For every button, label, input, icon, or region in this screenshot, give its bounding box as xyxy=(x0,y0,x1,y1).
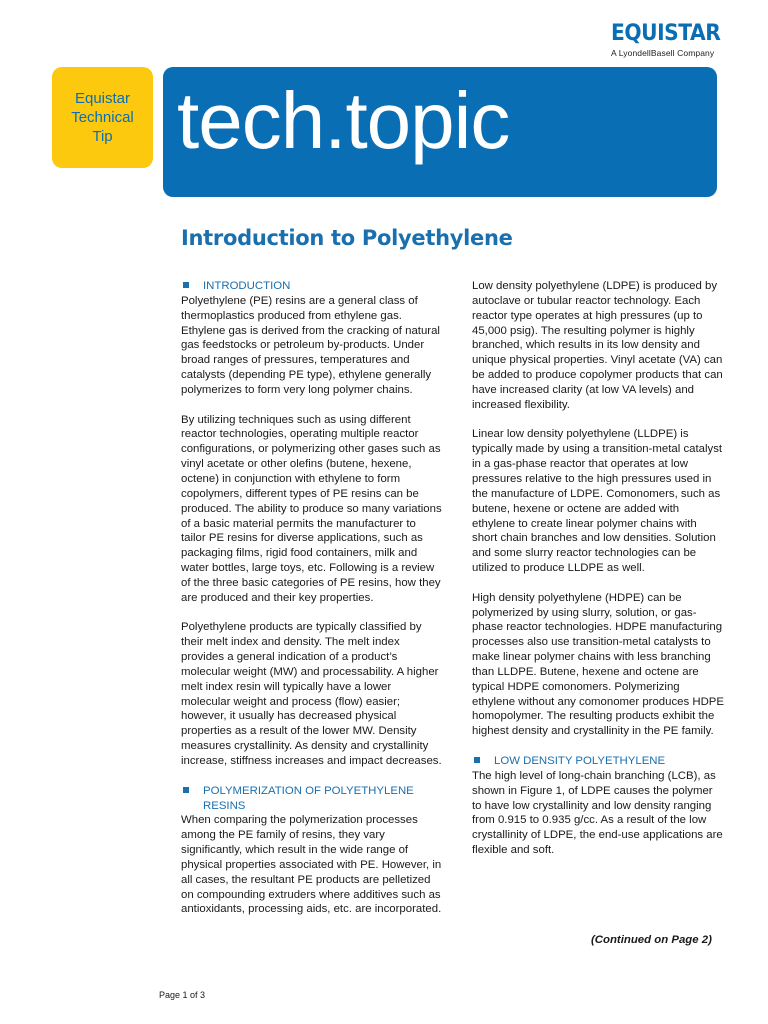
page-number: Page 1 of 3 xyxy=(159,990,206,1000)
right-column xyxy=(472,279,724,858)
ldpe-section-paragraph: The high level of long-chain branching (LCB), as shown in Figure 1, of LDPE causes the polymer to have low crystallinity and low density ranging from 0.915 to 0.935 g/cc. As a result of the low crystallinity of LDPE, the end-use applications are flexible and soft. xyxy=(472,769,723,857)
banner-title: tech.topic xyxy=(177,76,510,165)
intro-paragraph-2: By utilizing techniques such as using different reactor technologies, operating multiple reactor configurations, or polymerizing other gases such as vinyl acetate or other olefins (butene, hexene, octene) in conjunction with ethylene to form copolymers, different types of PE resins can be produced. The ability to produce so many variations of a basic material permits the manufacturer to tailor PE resins for diverse applications, such as packaging films, rigid food containers, milk and water bottles, large toys, etc. Following is a review of the three basic categories of PE resins, how they are produced and their key properties. xyxy=(181,413,442,604)
polymerization-paragraph: When comparing the polymerization processes among the PE family of resins, they vary significantly, which result in the wide range of physical properties associated with PE. However, in all cases, the resultant PE products are pelletized on compounding extruders where additives such as antioxidants, processing aids, etc. are incorporated. xyxy=(181,814,442,916)
hdpe-paragraph: High density polyethylene (HDPE) can be polymerized by using slurry, solution, or gas-phase reactor technologies. HDPE manufacturing processes also use transition-metal catalysts to make linear polymer chains with less branching than LLDPE. Butene, hexene and octene are typical HDPE comonomers. Polymerizing ethylene without any comonomer produces HDPE homopolymer. The resulting products exhibit the highest density and crystallinity in the PE family. xyxy=(472,591,724,738)
section-heading-low-density-polyethylene: LOW DENSITY POLYETHYLENE xyxy=(472,754,724,769)
section-heading-polymerization: POLYMERIZATION OF POLYETHYLENE RESINS xyxy=(181,784,443,814)
square-bullet-icon xyxy=(474,757,480,763)
section-heading-introduction: INTRODUCTION xyxy=(181,279,443,294)
tech-topic-banner xyxy=(163,67,717,197)
square-bullet-icon xyxy=(183,282,189,288)
square-bullet-icon xyxy=(183,787,189,793)
document-title: Introduction to Polyethylene xyxy=(181,226,513,250)
tip-line-2: Technical xyxy=(71,109,134,126)
left-column xyxy=(181,279,443,917)
equistar-logo xyxy=(611,22,721,58)
technical-tip-badge xyxy=(52,67,153,168)
tip-line-1: Equistar xyxy=(74,90,131,107)
ldpe-paragraph: Low density polyethylene (LDPE) is produced by autoclave or tubular reactor technology. Each reactor type operates at high pressures (up to 45,000 psig). The resulting polymer is highly branched, which results in its low density and unique physical properties. Vinyl acetate (VA) can be added to produce copolymer products that can have increased clarity (at low VA levels) and increased flexibility. xyxy=(472,280,723,411)
logo-wordmark: EQUISTAR xyxy=(611,21,721,46)
intro-paragraph-3: Polyethylene products are typically classified by their melt index and density. The melt index provides a general indication of a product’s molecular weight (MW) and processability. A higher melt index resin will typically have a lower molecular weight and process (flow) easier; however, it usually has decreased physical properties as a result of the lower MW. Density measures crystallinity. As density and crystallinity increase, stiffness increases and impact decreases. xyxy=(181,621,442,767)
lldpe-paragraph: Linear low density polyethylene (LLDPE) is typically made by using a transition-metal catalyst in a gas-phase reactor that operates at low pressures relative to the high pressures used in the manufacture of LDPE. Comonomers, such as butene, hexene or octene are added with ethylene to create linear polymer chains with short chain branches and low densities. Solution and some slurry reactor technologies can be utilized to produce LLDPE as well. xyxy=(472,428,723,575)
intro-paragraph-1: Polyethylene (PE) resins are a general class of thermoplastics produced from ethylene gas. Ethylene gas is derived from the cracking of natural gas feedstocks or petroleum by-products. Under broad ranges of pressures, temperatures and catalysts (depending PE type), ethylene generally polymerizes to form very long polymer chains. xyxy=(181,294,440,396)
continued-note: (Continued on Page 2) xyxy=(591,934,712,946)
logo-tagline: A LyondellBasell Company xyxy=(611,48,715,58)
tip-line-3: Tip xyxy=(92,128,113,145)
